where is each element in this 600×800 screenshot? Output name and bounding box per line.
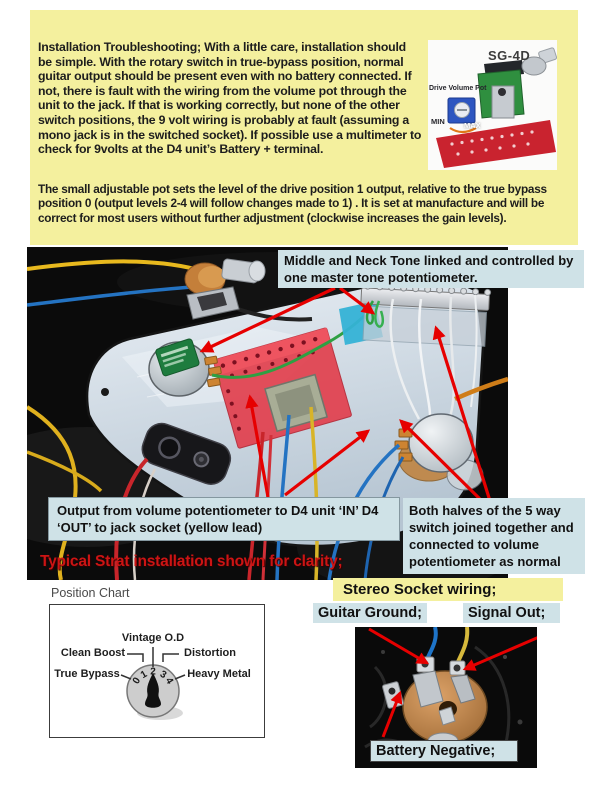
- drive-pot-paragraph: The small adjustable pot sets the level of the drive position 1 output, relative to the true bypass position 0 (output levels 2-4 will follow changes made to 1) . It is set at manufacture and will be correct for most users without further adjustment (clockwise increases the gain levels).: [38, 182, 547, 225]
- knob-num-3: 3: [157, 668, 168, 681]
- photo-caption: Typical Strat installation shown for clarity;: [40, 553, 343, 570]
- label-distortion: Distortion: [184, 647, 236, 659]
- battery-negative-label: Battery Negative;: [370, 740, 518, 762]
- sg4d-product-photo: [428, 40, 557, 170]
- stereo-socket-title: Stereo Socket wiring;: [333, 578, 563, 601]
- label-vintage-od: Vintage O.D: [121, 632, 185, 644]
- signal-out-label: Signal Out;: [463, 603, 560, 623]
- max-label: MAX: [464, 121, 481, 130]
- position-chart-title: Position Chart: [51, 586, 130, 600]
- product-model-label: SG-4D: [488, 48, 531, 63]
- troubleshooting-paragraph-1: Installation Troubleshooting; With a little care, installation should be simple. With the rotary switch in true-bypass position, normal guitar output should be present even with no battery connected. If not, there is fault with the wiring from the volume pot through the unit to the jack. If that is working correctly, but none of the other switch positions, the 9 volt wiring is probably at fault (assuming a mono jack is in the switched socket). If possible use a multimeter to check for 9volts at the D4 unit’s Battery + terminal.: [38, 40, 422, 157]
- callout-output-wiring: Output from volume potentiometer to D4 unit ‘IN’ D4 ‘OUT’ to jack socket (yellow lead): [48, 497, 400, 541]
- knob-num-1: 1: [138, 668, 149, 681]
- drive-volume-pot-label: Drive Volume Pot: [429, 85, 487, 92]
- position-chart: [49, 604, 265, 738]
- knob-num-4: 4: [162, 675, 176, 687]
- knob-num-2: 2: [150, 666, 156, 678]
- label-true-bypass: True Bypass: [54, 668, 120, 680]
- guitar-ground-label: Guitar Ground;: [313, 603, 427, 623]
- pickguard-screw-hole: [101, 388, 109, 396]
- callout-five-way-switch: Both halves of the 5 way switch joined together and connected to volume potentiometer as normal: [403, 498, 585, 574]
- min-label: MIN: [431, 117, 445, 126]
- callout-master-tone: Middle and Neck Tone linked and controlled by one master tone potentiometer.: [278, 250, 584, 288]
- knob-num-0: 0: [130, 675, 144, 687]
- label-clean-boost: Clean Boost: [60, 647, 126, 659]
- label-heavy-metal: Heavy Metal: [187, 668, 251, 680]
